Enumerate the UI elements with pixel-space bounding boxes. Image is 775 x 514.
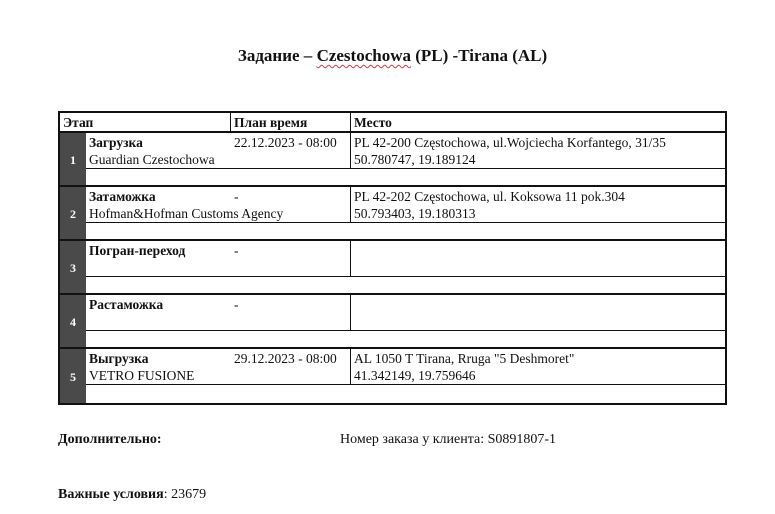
stage-spacer — [86, 331, 725, 347]
conditions-label: Важные условия — [58, 487, 164, 502]
header-time: План время — [231, 113, 351, 131]
header-stage: Этап — [60, 113, 231, 131]
stage-company: Guardian Czestochowa — [89, 152, 215, 167]
stage-number: 1 — [60, 133, 86, 185]
header-place: Место — [354, 115, 392, 130]
stage-address: PL 42-200 Częstochowa, ul.Wojciecha Korfantego, 31/35 — [354, 135, 666, 150]
stage-company: Hofman&Hofman Customs Agency — [89, 206, 284, 221]
document-title — [0, 46, 775, 66]
stage-company: VETRO FUSIONE — [89, 368, 195, 383]
stage-time: 22.12.2023 - 08:00 — [231, 133, 351, 168]
stage-row — [60, 187, 725, 241]
stage-coords: 41.342149, 19.759646 — [354, 368, 476, 383]
stage-row — [60, 241, 725, 295]
table-header — [60, 113, 725, 133]
client-order-number: Номер заказа у клиента: S0891807-1 — [340, 432, 557, 447]
important-conditions — [58, 487, 206, 503]
stage-time: 29.12.2023 - 08:00 — [231, 349, 351, 384]
stage-spacer — [86, 223, 725, 239]
stage-coords: 50.780747, 19.189124 — [354, 152, 476, 167]
stage-number: 3 — [60, 241, 86, 293]
stage-spacer — [86, 277, 725, 293]
stage-row — [60, 133, 725, 187]
conditions-value: : 23679 — [163, 487, 207, 502]
stage-time: - — [231, 187, 351, 222]
additional-label: Дополнительно: — [58, 432, 162, 447]
stage-row — [60, 295, 725, 349]
route-table — [58, 111, 727, 405]
title-prefix: Задание – — [237, 46, 317, 65]
stage-name: Растаможка — [89, 297, 164, 312]
stage-time: - — [231, 295, 351, 330]
stage-name: Затаможка — [89, 189, 156, 204]
stage-row — [60, 349, 725, 403]
stage-name: Выгрузка — [89, 351, 149, 366]
stage-coords: 50.793403, 19.180313 — [354, 206, 476, 221]
title-route: (PL) -Tirana (AL) — [410, 46, 548, 65]
stage-spacer — [86, 169, 725, 185]
stage-number: 5 — [60, 349, 86, 403]
stage-time: - — [231, 241, 351, 276]
stage-address: PL 42-202 Częstochowa, ul. Koksowa 11 pok.304 — [354, 189, 625, 204]
stage-number: 2 — [60, 187, 86, 239]
stage-name: Погран-переход — [89, 243, 186, 258]
title-city-from: Czestochowa — [316, 46, 411, 65]
stage-number: 4 — [60, 295, 86, 347]
stage-spacer — [86, 385, 725, 403]
stage-address: AL 1050 T Tirana, Rruga "5 Deshmoret" — [354, 351, 575, 366]
stage-name: Загрузка — [89, 135, 143, 150]
